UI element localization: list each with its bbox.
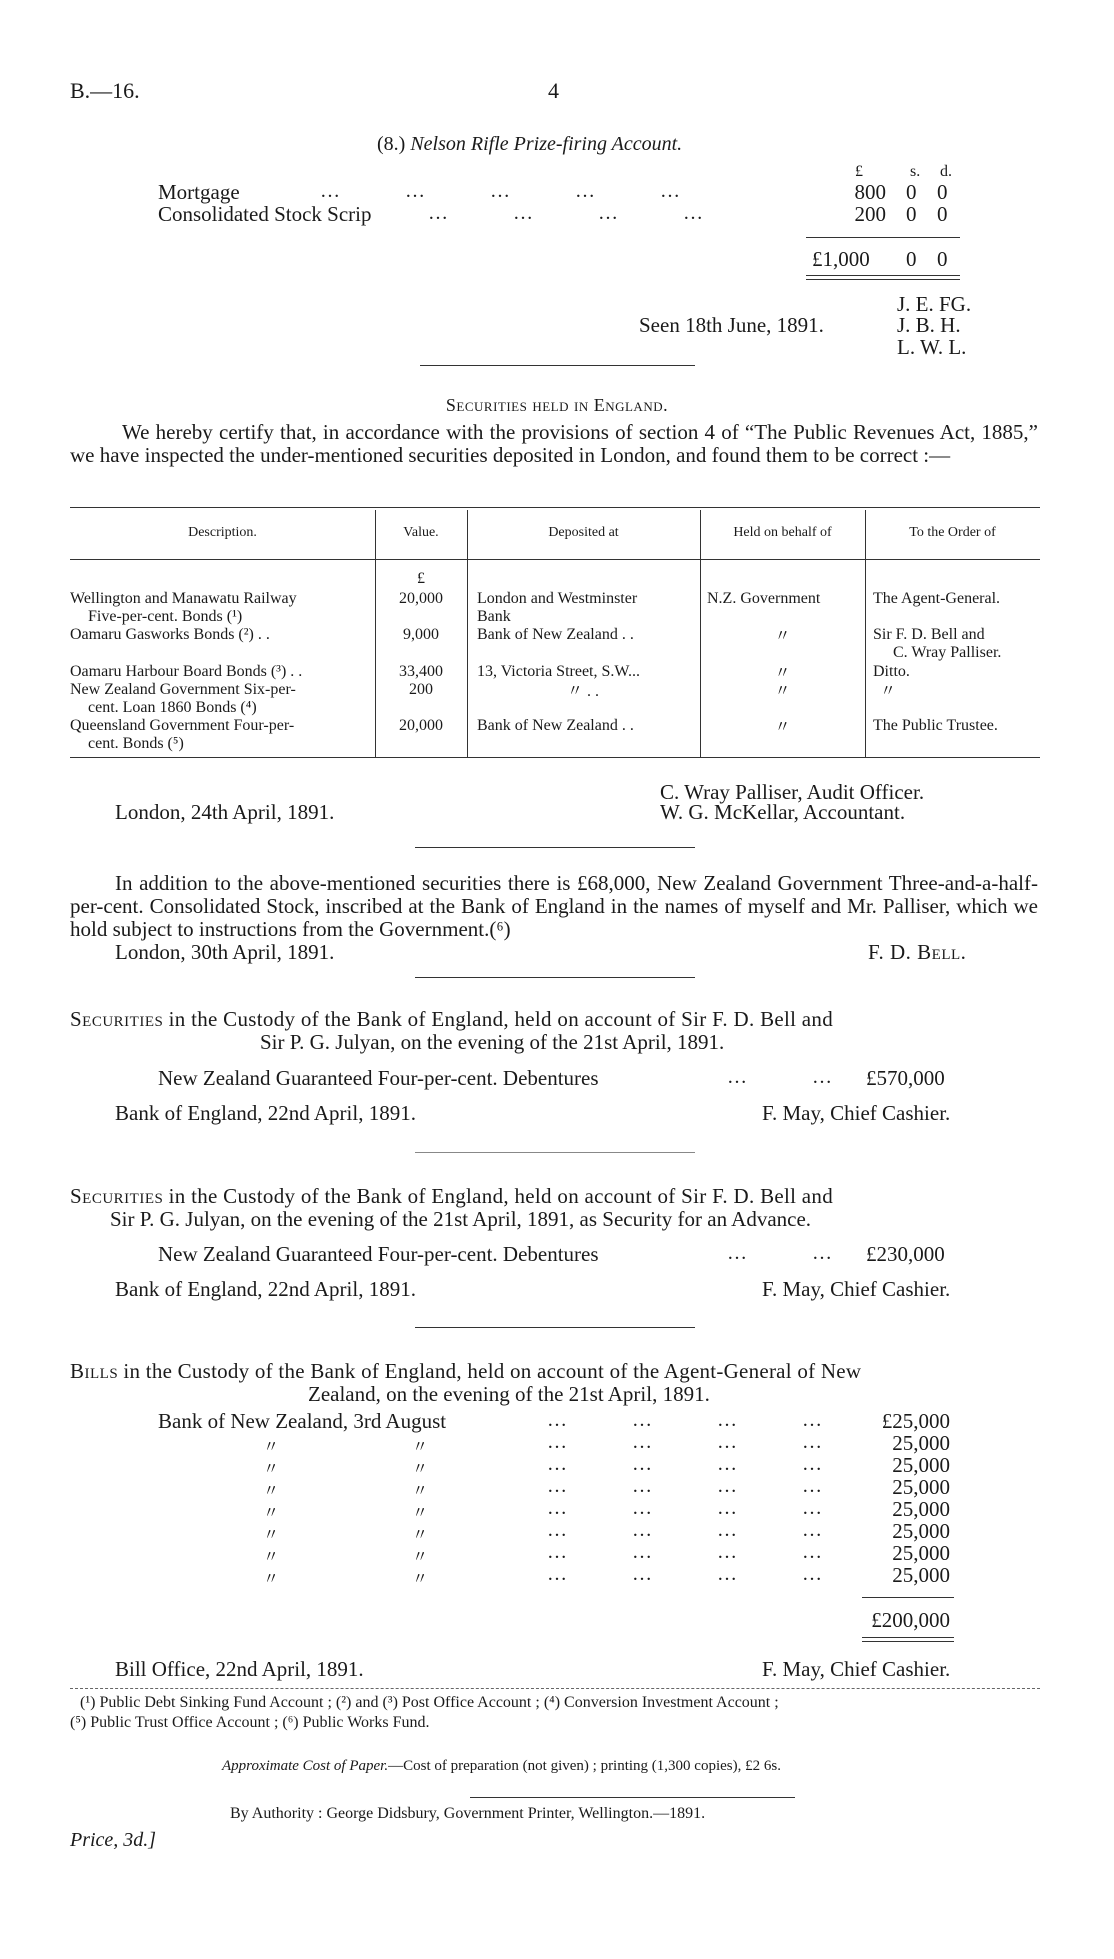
price: Price, 3d.] [70,1829,157,1851]
custody-lead: Securities [70,1007,164,1031]
custody-heading-cont: Sir P. G. Julyan, on the evening of the 21st April, 1891. [260,1030,725,1054]
leader-dots: … … [727,1066,834,1088]
section-divider [420,365,695,366]
leader-dots: … … … … [547,1431,824,1453]
ditto-mark: 〃 [412,1527,429,1544]
total-double-rule-bottom [806,279,960,280]
column-header-order: To the Order of [909,525,996,540]
ditto-mark: 〃 [263,1549,280,1566]
footnote-line: (¹) Public Debt Sinking Fund Account ; (²) and (³) Post Office Account ; (⁴) Conversion Investment Account ; [80,1694,779,1711]
table-cell-description: Oamaru Harbour Board Bonds (³) . . [70,663,303,680]
table-cell-order: The Agent-General. [873,590,1001,607]
table-cell-held: 〃 [774,683,791,700]
total-rule [862,1597,954,1598]
table-cell-value: 9,000 [403,626,439,643]
signatory: F. May, Chief Cashier. [762,1277,951,1301]
custody-text: in the Custody of the Bank of England, held on account of Sir F. D. Bell and [168,1184,834,1208]
cost-note [222,1758,781,1775]
cost-text: —Cost of preparation (not given) ; printing (1,300 copies), £2 6s. [388,1758,781,1774]
table-cell-held: 〃 [774,719,791,736]
nelson-row-pounds: 800 [854,180,886,204]
nelson-row-pence: 0 [937,180,948,204]
leader-dots: … … … … [547,1497,824,1519]
table-bottom-rule [70,757,1040,758]
table-cell-deposited: London and Westminster [477,590,638,607]
leader-dots: … … … … [547,1475,824,1497]
bill-amount: 25,000 [892,1541,950,1565]
ditto-mark: 〃 [263,1505,280,1522]
total-double-rule-bottom [862,1641,954,1642]
signatory [660,800,905,825]
addition-paragraph: In addition to the above-mentioned securities there is £68,000, New Zealand Government Three-and-a-half-per-cent. Consolidated Stock, inscribed at the Bank of England in the names of myself and Mr. Palliser, which we hold subject to instructions from the Government.(⁶) [70,871,1038,941]
nelson-title-text: Nelson Rifle Prize-firing Account. [410,133,683,155]
section-divider [415,1327,695,1328]
table-cell-order: C. Wray Palliser. [893,644,1002,661]
section-divider [415,977,695,978]
custody-amount: £570,000 [866,1066,945,1090]
place-date: Bank of England, 22nd April, 1891. [115,1101,416,1125]
table-cell-held: N.Z. Government [707,590,821,607]
nelson-row-pounds: 200 [854,202,886,226]
ditto-mark: 〃 [412,1439,429,1456]
bills-total: £200,000 [871,1608,950,1632]
leader-dots: … … … … [547,1541,824,1563]
seen-date: Seen 18th June, 1891. [639,313,824,337]
document-code: B.—16. [70,78,140,103]
table-cell-description: Five-per-cent. Bonds (¹) [88,608,243,625]
custody-item: New Zealand Guaranteed Four-per-cent. Debentures [158,1242,599,1266]
custody-amount: £230,000 [866,1242,945,1266]
nelson-row-shillings: 0 [906,180,917,204]
nelson-total-pence: 0 [937,247,948,271]
table-cell-held: 〃 [774,665,791,682]
section-divider [415,1152,695,1153]
column-header-description: Description. [188,525,257,540]
column-header-held: Held on behalf of [733,525,832,540]
custody-text: in the Custody of the Bank of England, held on account of Sir F. D. Bell and [168,1007,834,1031]
table-cell-held: 〃 [774,628,791,645]
total-double-rule-top [806,275,960,276]
table-cell-value: 200 [409,681,433,698]
signatory-line: W. G. McKellar, Accountant. [660,800,906,824]
table-cell-description: Oamaru Gasworks Bonds (²) . . [70,626,270,643]
custody-item: New Zealand Guaranteed Four-per-cent. Debentures [158,1066,599,1090]
initials: L. W. L. [897,335,967,359]
value-unit: £ [417,570,425,587]
leader-dots: … … … … [547,1409,824,1431]
signatory-line: C. Wray Palliser, Audit Officer. [660,780,925,804]
custody-heading [70,1007,833,1032]
table-cell-deposited: Bank [477,608,511,625]
table-cell-order: 〃 [880,683,897,700]
custody-heading [70,1184,833,1209]
cost-lead: Approximate Cost of Paper. [222,1758,389,1774]
total-double-rule-top [862,1637,954,1638]
leader-dots: … … … … … [320,180,682,202]
initials: J. B. H. [897,313,961,337]
leader-dots: … … … … [547,1453,824,1475]
table-cell-description: cent. Loan 1860 Bonds (⁴) [88,699,257,716]
total-rule [806,237,960,238]
bills-heading-cont: Zealand, on the evening of the 21st April, 1891. [308,1382,710,1406]
table-cell-deposited: Bank of New Zealand . . [477,717,634,734]
bill-amount: 25,000 [892,1497,950,1521]
table-cell-order: Ditto. [873,663,910,680]
bills-text: in the Custody of the Bank of England, held on account of the Agent-General of New [123,1359,862,1383]
table-cell-value: 33,400 [399,663,443,680]
certification-paragraph: We hereby certify that, in accordance with the provisions of section 4 of “The Public Revenues Act, 1885,” we have inspected the under-mentioned securities deposited in London, and found them to be correct :— [70,420,1038,467]
bill-amount: 25,000 [892,1431,950,1455]
column-header-deposited: Deposited at [548,525,619,540]
place-date: Bank of England, 22nd April, 1891. [115,1277,416,1301]
table-cell-deposited: 13, Victoria Street, S.W... [477,663,641,680]
nelson-row-pence: 0 [937,202,948,226]
ditto-mark: 〃 [412,1571,429,1588]
table-cell-description: Queensland Government Four-per- [70,717,295,734]
custody-heading-cont: Sir P. G. Julyan, on the evening of the 21st April, 1891, as Security for an Advance. [110,1207,812,1231]
ditto-mark: 〃 [412,1483,429,1500]
section-heading: Securities held in England. [445,395,669,415]
place-date: London, 30th April, 1891. [115,940,335,964]
custody-lead: Securities [70,1184,164,1208]
ditto-mark: 〃 [263,1439,280,1456]
section-divider [415,847,695,848]
bill-amount: 25,000 [892,1519,950,1543]
leader-dots: … … … … [547,1563,824,1585]
column-divider [865,510,866,757]
ditto-mark: 〃 [263,1461,280,1478]
pounds-header: £ [855,163,863,180]
place-date: Bill Office, 22nd April, 1891. [115,1657,364,1681]
leader-dots: … … … … [547,1519,824,1541]
shillings-header: s. [910,163,921,180]
bills-lead: Bills [70,1359,119,1383]
bill-amount: £25,000 [881,1409,950,1433]
bills-heading [70,1359,861,1384]
nelson-total-pounds: £1,000 [812,247,870,271]
ditto-mark: 〃 [263,1527,280,1544]
footnote-rule [70,1688,1040,1689]
table-cell-description: Wellington and Manawatu Railway [70,590,297,607]
nelson-title-number: (8.) [377,133,406,155]
table-cell-value: 20,000 [399,590,443,607]
table-cell-order: Sir F. D. Bell and [873,626,985,643]
pence-header: d. [940,163,952,180]
page-number: 4 [548,78,559,103]
table-cell-value: 20,000 [399,717,443,734]
table-top-rule [70,507,1040,508]
table-cell-deposited: Bank of New Zealand . . [477,626,634,643]
leader-dots: … … [727,1242,834,1264]
ditto-mark: 〃 [263,1483,280,1500]
signatory: F. May, Chief Cashier. [762,1657,951,1681]
table-header-rule [70,559,1040,560]
leader-dots: … … … … [428,202,705,224]
ditto-mark: 〃 [412,1461,429,1478]
authority-line: By Authority : George Didsbury, Government Printer, Wellington.—1891. [230,1805,706,1822]
ditto-mark: 〃 [412,1505,429,1522]
ditto-mark: 〃 [263,1571,280,1588]
nelson-row-shillings: 0 [906,202,917,226]
footnote-line: (⁵) Public Trust Office Account ; (⁶) Public Works Fund. [70,1714,430,1731]
bill-row-label: Bank of New Zealand, 3rd August [158,1409,447,1433]
initials: J. E. FG. [897,292,972,316]
column-divider [467,510,468,757]
authority-rule [470,1797,795,1798]
nelson-title [377,133,682,156]
bill-amount: 25,000 [892,1475,950,1499]
table-cell-order: The Public Trustee. [873,717,998,734]
bill-amount: 25,000 [892,1453,950,1477]
ditto-mark: 〃 [412,1549,429,1566]
place-date: London, 24th April, 1891. [115,800,335,824]
table-cell-description: New Zealand Government Six-per- [70,681,296,698]
table-cell-deposited: 〃 . . [567,683,600,700]
nelson-row-label: Consolidated Stock Scrip [158,202,372,226]
nelson-row-label: Mortgage [158,180,240,204]
signatory: F. D. Bell. [868,940,967,964]
column-header-value: Value. [403,525,439,540]
nelson-total-shillings: 0 [906,247,917,271]
bill-amount: 25,000 [892,1563,950,1587]
table-cell-description: cent. Bonds (⁵) [88,735,184,752]
signatory: F. May, Chief Cashier. [762,1101,951,1125]
